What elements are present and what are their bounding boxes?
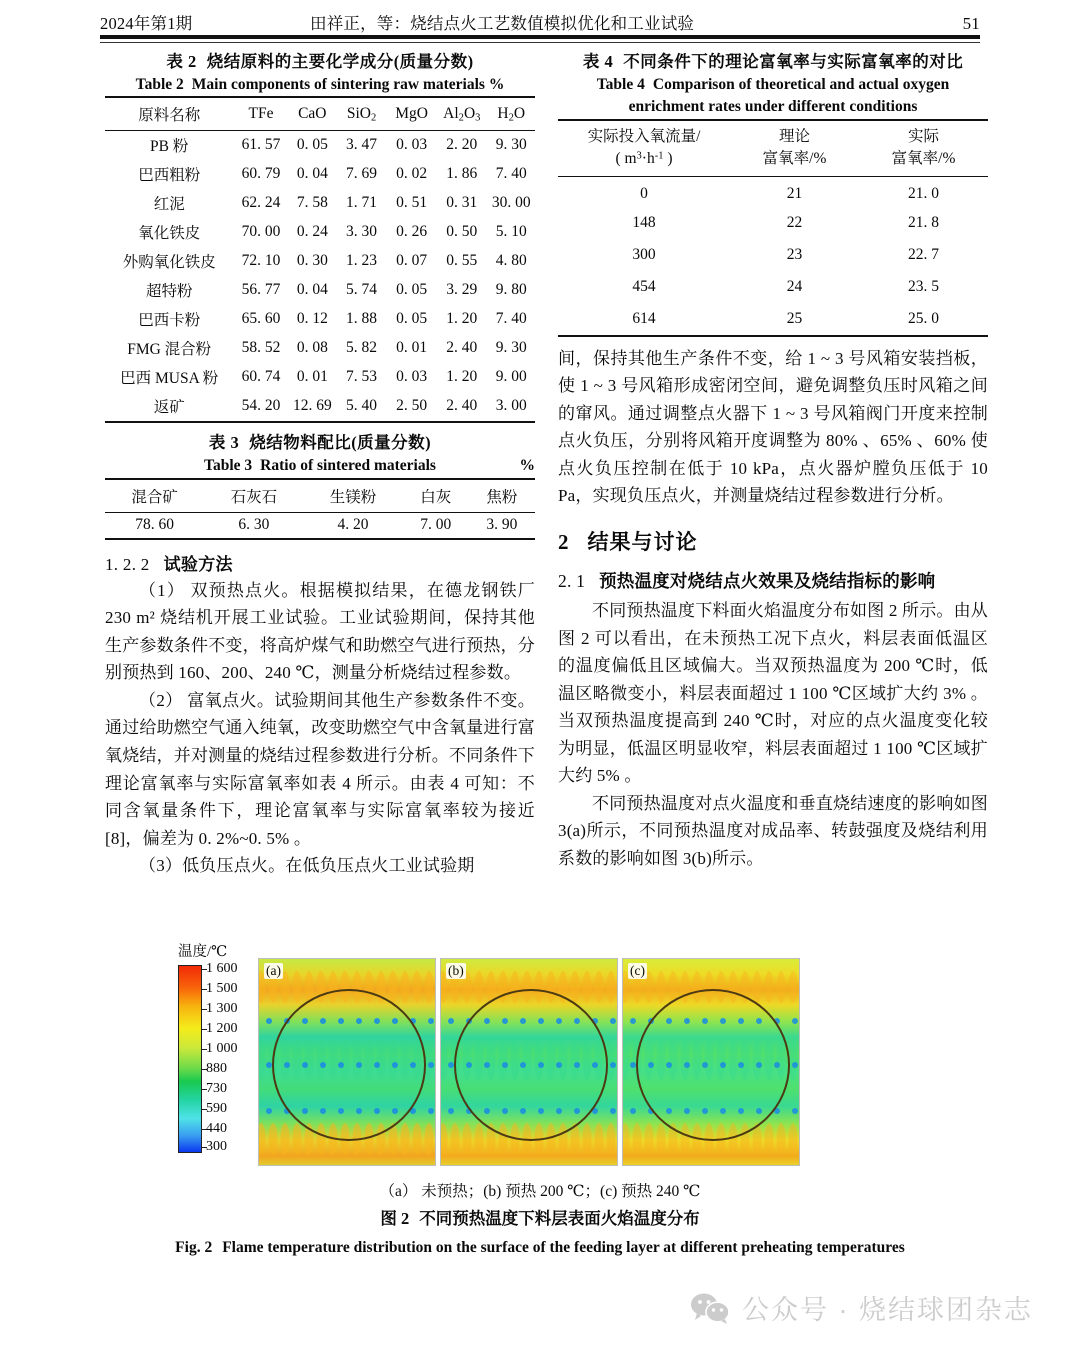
table2-cell: 7. 69 bbox=[346, 165, 378, 183]
table4-block bbox=[558, 50, 988, 337]
table2-cell: 0. 26 bbox=[396, 223, 428, 241]
table2-cell: 72. 10 bbox=[241, 252, 281, 270]
table2-title-en: Main components of sintering raw materials % bbox=[191, 75, 505, 93]
table2-cell: 1. 23 bbox=[346, 252, 378, 270]
watermark-text: 公众号 · 烧结球团杂志 bbox=[742, 1295, 1033, 1325]
table2-cell: 1. 71 bbox=[346, 194, 378, 212]
table4-caption-cn bbox=[558, 50, 988, 74]
table2-cell: 1. 86 bbox=[446, 165, 478, 183]
table2-th-5: $Al_2O_3$ bbox=[443, 105, 481, 124]
colorbar-label: 300 bbox=[206, 1139, 227, 1154]
page-number: 51 bbox=[962, 14, 980, 33]
section-2-1-heading bbox=[558, 568, 988, 593]
table2-cell: 7. 40 bbox=[495, 165, 527, 183]
table4-cell: 25 bbox=[786, 309, 803, 327]
table4-th-1-line1: 理论 bbox=[778, 127, 810, 145]
table3-num-cn: 表 3 bbox=[208, 433, 240, 453]
table4-cell: 22 bbox=[786, 213, 803, 231]
table-row bbox=[105, 305, 535, 334]
table2-cell: 0. 05 bbox=[396, 281, 428, 299]
section-2-heading bbox=[558, 526, 988, 556]
table2-cell: 0. 55 bbox=[446, 252, 478, 270]
table-row bbox=[105, 131, 535, 161]
table3-cell: 7. 00 bbox=[420, 515, 452, 533]
table3-caption bbox=[105, 431, 535, 477]
table4-cell: 21. 0 bbox=[908, 184, 939, 202]
colorbar-label: 590 bbox=[206, 1101, 227, 1116]
left-column bbox=[105, 50, 535, 880]
table2-cell: 62. 24 bbox=[241, 194, 281, 212]
table4-cell: 21 bbox=[786, 184, 803, 202]
colorbar-label: 1 200 bbox=[206, 1021, 238, 1036]
table2-cell: 61. 57 bbox=[241, 136, 281, 154]
figure-2-caption-en bbox=[100, 1236, 980, 1259]
table2-block bbox=[105, 50, 535, 423]
table2-cell: 56. 77 bbox=[241, 281, 281, 299]
heatmap-panel-b bbox=[440, 958, 618, 1166]
table2-cell: 巴西粗粉 bbox=[138, 167, 201, 185]
figure-2-title-cn: 不同预热温度下料层表面火焰温度分布 bbox=[419, 1209, 700, 1229]
table2-cell: 0. 04 bbox=[296, 165, 328, 183]
table2-cell: 4. 80 bbox=[495, 252, 527, 270]
heatmap-panel-c bbox=[622, 958, 800, 1166]
table2-cell: 0. 24 bbox=[296, 223, 328, 241]
section-2-1-num: 2. 1 bbox=[558, 570, 586, 591]
table3-th-4: 焦粉 bbox=[486, 488, 518, 506]
table4-caption-en-line1 bbox=[558, 74, 988, 96]
table4-th-2 bbox=[859, 120, 988, 176]
figure-2-caption bbox=[100, 1180, 980, 1259]
table2-cell: 9. 00 bbox=[495, 368, 527, 386]
table-row bbox=[105, 392, 535, 422]
colorbar-label: 1 600 bbox=[206, 961, 238, 976]
figure-2-graphic bbox=[100, 940, 980, 1170]
table2-cell: 60. 79 bbox=[241, 165, 281, 183]
issue-label: 2024年第1期 bbox=[100, 14, 193, 33]
table4-cell: 21. 8 bbox=[908, 213, 939, 231]
table3-cell: 3. 90 bbox=[486, 515, 518, 533]
wechat-watermark bbox=[690, 1288, 1033, 1327]
table3-th-0: 混合矿 bbox=[131, 488, 178, 506]
table4-cell: 23 bbox=[786, 245, 803, 263]
colorbar-label: 730 bbox=[206, 1081, 227, 1096]
table2-cell: 巴西卡粉 bbox=[138, 312, 201, 330]
right-para-continued: 间，保持其他生产条件不变，给 1 ~ 3 号风箱安装挡板，使 1 ~ 3 号风箱形成密闭空间，避免调整负压时风箱之间的窜风。通过调整点火器下 1 ~ 3 号风箱阀门开度来控制点火负压，分别将风箱开度调整为 80% 、65% 、60% 使点火负压控制在低于 10 kPa，点火器炉膛负压低于 10 Pa，实现负压点火，并测量烧结过程参数进行分析。 bbox=[558, 348, 988, 506]
figure-2-caption-cn bbox=[100, 1207, 980, 1232]
table4-title-en-2: enrichment rates under different conditions bbox=[628, 98, 918, 116]
table3-title-en: Ratio of sintered materials bbox=[260, 457, 436, 475]
table4-title-cn: 不同条件下的理论富氧率与实际富氧率的对比 bbox=[623, 52, 964, 71]
table3-th-1: 石灰石 bbox=[230, 488, 278, 506]
table2-cell: 外购氧化铁皮 bbox=[122, 254, 216, 272]
table2-cell: 5. 40 bbox=[346, 397, 378, 415]
panel-label-c: (c) bbox=[630, 963, 645, 978]
table-row bbox=[105, 512, 535, 539]
table4-num-cn: 表 4 bbox=[582, 52, 614, 71]
table4-cell: 454 bbox=[632, 277, 656, 295]
table-row bbox=[105, 334, 535, 363]
table2-cell: 0. 51 bbox=[396, 194, 428, 212]
table2-caption-en bbox=[105, 74, 535, 96]
table3-title-cn: 烧结物料配比(质量分数) bbox=[249, 433, 432, 453]
table2-cell: 0. 01 bbox=[296, 368, 328, 386]
table2-cell: 5. 10 bbox=[495, 223, 527, 241]
table3-cell: 78. 60 bbox=[135, 515, 174, 533]
table2-cell: 5. 74 bbox=[346, 281, 378, 299]
colorbar-label: 1 000 bbox=[206, 1041, 238, 1056]
region-ellipse-c bbox=[636, 989, 790, 1141]
table3-header-row bbox=[105, 479, 535, 513]
table2-cell: 1. 20 bbox=[446, 310, 478, 328]
colorbar-title: 温度/℃ bbox=[178, 944, 228, 960]
table3-th-3: 白灰 bbox=[420, 488, 452, 506]
right-column bbox=[558, 50, 988, 872]
heatmap-panel-a bbox=[258, 958, 436, 1166]
table2-th-0: 原料名称 bbox=[138, 107, 201, 125]
table2-th-3: SiO$_2$ bbox=[346, 105, 377, 124]
colorbar-label: 440 bbox=[206, 1121, 227, 1136]
table2-cell: 0. 04 bbox=[296, 281, 328, 299]
section-1-2-2-num: 1. 2. 2 bbox=[105, 554, 150, 574]
table4-th-2-line1: 实际 bbox=[907, 127, 939, 145]
table2-cell: 返矿 bbox=[153, 399, 185, 417]
figure-2-title-en: Flame temperature distribution on the surface of the feeding layer at different preheating temperatures bbox=[222, 1239, 905, 1256]
table4-cell: 23. 5 bbox=[908, 277, 939, 295]
table2-cell: 1. 88 bbox=[346, 310, 378, 328]
table4-th-2-line2: 富氧率/% bbox=[891, 150, 956, 168]
table2-cell: 9. 30 bbox=[495, 339, 527, 357]
region-ellipse-b bbox=[454, 989, 608, 1141]
table4-cell: 25. 0 bbox=[908, 309, 939, 327]
table2-cell: 2. 40 bbox=[446, 397, 478, 415]
table-row bbox=[558, 176, 988, 207]
table3-caption-en bbox=[105, 455, 535, 477]
table2-cell: 0. 03 bbox=[396, 368, 428, 386]
figure-2-num-cn: 图 2 bbox=[380, 1209, 410, 1229]
table2-cell: 3. 29 bbox=[446, 281, 478, 299]
table2-th-2: CaO bbox=[298, 105, 327, 123]
table2-th-1: TFe bbox=[248, 105, 274, 123]
table2 bbox=[105, 96, 535, 423]
table4-caption-en-line2 bbox=[558, 96, 988, 118]
section-2-num: 2 bbox=[558, 529, 570, 554]
table2-cell: 2. 50 bbox=[396, 397, 428, 415]
table-row bbox=[105, 160, 535, 189]
table4-th-0-line2: ( $m^3\cdot h^{-1}$ ) bbox=[615, 150, 673, 168]
table-row bbox=[558, 239, 988, 271]
table2-title-cn: 烧结原料的主要化学成分(质量分数) bbox=[206, 52, 474, 71]
table2-cell: 3. 47 bbox=[346, 136, 378, 154]
table-row bbox=[558, 303, 988, 336]
table3-body bbox=[105, 512, 535, 539]
panel-label-b: (b) bbox=[448, 963, 464, 978]
table3 bbox=[105, 478, 535, 540]
table4-cell: 0 bbox=[640, 184, 648, 202]
section-1-2-2-title: 试验方法 bbox=[163, 554, 233, 574]
table2-cell: 0. 50 bbox=[446, 223, 478, 241]
table2-cell: 3. 30 bbox=[346, 223, 378, 241]
table2-cell: 7. 58 bbox=[296, 194, 328, 212]
table2-cell: 7. 40 bbox=[495, 310, 527, 328]
table2-cell: 0. 05 bbox=[396, 310, 428, 328]
table2-cell: 70. 00 bbox=[241, 223, 281, 241]
table2-cell: 超特粉 bbox=[145, 283, 193, 301]
table2-cell: 0. 01 bbox=[396, 339, 428, 357]
table4-cell: 614 bbox=[632, 309, 656, 327]
table2-cell: 0. 02 bbox=[396, 165, 428, 183]
table2-cell: 0. 12 bbox=[296, 310, 328, 328]
article-title-runhead: 田祥正，等：烧结点火工艺数值模拟优化和工业试验 bbox=[310, 14, 695, 33]
table2-cell: 0. 03 bbox=[396, 136, 428, 154]
region-ellipse-a bbox=[272, 989, 426, 1141]
section-2-1-title: 预热温度对烧结点火效果及烧结指标的影响 bbox=[599, 570, 936, 591]
running-head bbox=[100, 10, 980, 34]
table2-cell: 0. 05 bbox=[296, 136, 328, 154]
right-para-4: 不同预热温度下料面火焰温度分布如图 2 所示。由从图 2 可以看出，在未预热工况下点火，料层表面低温区的温度偏低且区域偏大。当双预热温度为 200 ℃时，低温区略微变小，料层表面超过 1 100 ℃区域扩大约 3% 。当双预热温度提高到 240 ℃时，对应的点火温度变化较为明显，低温区明显收窄，料层表面超过 1 100 ℃区域扩大约 5% 。 bbox=[558, 600, 988, 786]
table4-th-1-line2: 富氧率/% bbox=[762, 150, 827, 168]
table2-cell: 氧化铁皮 bbox=[138, 225, 201, 243]
table2-cell: 30. 00 bbox=[491, 194, 531, 212]
table2-th-4: MgO bbox=[395, 105, 428, 123]
table4-cell: 300 bbox=[632, 245, 656, 263]
table2-cell: FMG 混合粉 bbox=[127, 341, 212, 359]
header-rule-thick bbox=[100, 35, 980, 39]
table2-cell: 5. 82 bbox=[346, 339, 378, 357]
table2-cell: 2. 40 bbox=[446, 339, 478, 357]
table-row bbox=[105, 247, 535, 276]
table2-cell: PB 粉 bbox=[150, 138, 189, 156]
table2-cell: 巴西 MUSA 粉 bbox=[120, 370, 219, 388]
table4-caption bbox=[558, 50, 988, 119]
table3-caption-cn bbox=[105, 431, 535, 455]
table-row bbox=[558, 207, 988, 239]
table4-th-0 bbox=[558, 120, 730, 176]
left-para-2: （2） 富氧点火。试验期间其他生产参数条件不变。通过给助燃空气通入纯氧，改变助燃空气中含氧量进行富氧烧结，并对测量的烧结过程参数进行分析。不同条件下理论富氧率与实际富氧率如表 4 所示。由表 4 可知：不同含氧量条件下，理论富氧率与实际富氧率较为接近[8]，偏差为 0. 2%~0. 5% 。 bbox=[105, 690, 535, 848]
table2-caption-cn bbox=[105, 50, 535, 74]
table3-th-2: 生镁粉 bbox=[329, 488, 377, 506]
table2-th-6: $H_2O$ bbox=[497, 105, 526, 124]
panel-label-a: (a) bbox=[266, 963, 281, 978]
table-row bbox=[105, 363, 535, 392]
table4-title-en-1: Comparison of theoretical and actual oxygen bbox=[652, 75, 950, 93]
colorbar-gradient bbox=[178, 965, 202, 1153]
section-2-title: 结果与讨论 bbox=[587, 529, 698, 554]
table2-cell: 58. 52 bbox=[241, 339, 281, 357]
table2-cell: 红泥 bbox=[153, 196, 185, 214]
header-rule-thin bbox=[100, 42, 980, 43]
table4-cell: 148 bbox=[632, 213, 656, 231]
figure-2 bbox=[100, 940, 980, 1259]
wechat-icon bbox=[690, 1292, 730, 1324]
table3-num-en: Table 3 bbox=[204, 457, 253, 475]
table-row bbox=[105, 218, 535, 247]
table4-th-0-line1: 实际投入氧流量/ bbox=[587, 127, 701, 145]
table3-cell: 4. 20 bbox=[337, 515, 369, 533]
left-para-3: （3）低负压点火。在低负压点火工业试验期 bbox=[139, 856, 475, 876]
table4-body bbox=[558, 176, 988, 336]
colorbar-label: 880 bbox=[206, 1061, 227, 1076]
table3-unit: % bbox=[519, 457, 535, 475]
table3-cell: 6. 30 bbox=[238, 515, 270, 533]
table2-cell: 1. 20 bbox=[446, 368, 478, 386]
table3-block bbox=[105, 431, 535, 539]
figure-2-subcaption: （a） 未预热；(b) 预热 200 ℃；(c) 预热 240 ℃ bbox=[379, 1183, 701, 1200]
left-para-1: （1） 双预热点火。根据模拟结果，在德龙钢铁厂 230 m² 烧结机开展工业试验。工业试验期间，保持其他生产参数条件不变，将高炉煤气和助燃空气进行预热，分别预热到 160、200、240 ℃，测量分析烧结过程参数。 bbox=[105, 580, 535, 683]
table4-cell: 22. 7 bbox=[908, 245, 939, 263]
table2-cell: 12. 69 bbox=[292, 397, 332, 415]
table4-header-row bbox=[558, 120, 988, 176]
table4-cell: 24 bbox=[786, 277, 803, 295]
table2-cell: 0. 07 bbox=[396, 252, 428, 270]
section-1-2-2-heading bbox=[105, 550, 535, 575]
table-row bbox=[558, 271, 988, 303]
table4 bbox=[558, 119, 988, 337]
colorbar-label: 1 300 bbox=[206, 1001, 238, 1016]
table2-cell: 3. 00 bbox=[495, 397, 527, 415]
table2-body bbox=[105, 131, 535, 423]
table4-num-en: Table 4 bbox=[596, 75, 645, 93]
table2-cell: 2. 20 bbox=[446, 136, 478, 154]
colorbar-label: 1 500 bbox=[206, 981, 238, 996]
table2-cell: 0. 30 bbox=[296, 252, 328, 270]
table-row bbox=[105, 189, 535, 218]
table2-cell: 60. 74 bbox=[241, 368, 281, 386]
table2-header-row bbox=[105, 97, 535, 131]
table2-caption bbox=[105, 50, 535, 96]
table2-cell: 65. 60 bbox=[241, 310, 281, 328]
figure-2-num-en: Fig. 2 bbox=[175, 1239, 213, 1256]
table2-cell: 9. 80 bbox=[495, 281, 527, 299]
table-row bbox=[105, 276, 535, 305]
table2-cell: 0. 08 bbox=[296, 339, 328, 357]
table2-cell: 7. 53 bbox=[346, 368, 378, 386]
table2-cell: 0. 31 bbox=[446, 194, 478, 212]
table2-num-cn: 表 2 bbox=[166, 52, 197, 71]
table2-num-en: Table 2 bbox=[135, 75, 184, 93]
figure-2-panels bbox=[258, 958, 800, 1166]
table2-cell: 54. 20 bbox=[241, 397, 281, 415]
right-para-5: 不同预热温度对点火温度和垂直烧结速度的影响如图 3(a)所示，不同预热温度对成品率、转鼓强度及烧结利用系数的影响如图 3(b)所示。 bbox=[558, 793, 988, 868]
table2-cell: 9. 30 bbox=[495, 136, 527, 154]
table4-th-1 bbox=[730, 120, 859, 176]
